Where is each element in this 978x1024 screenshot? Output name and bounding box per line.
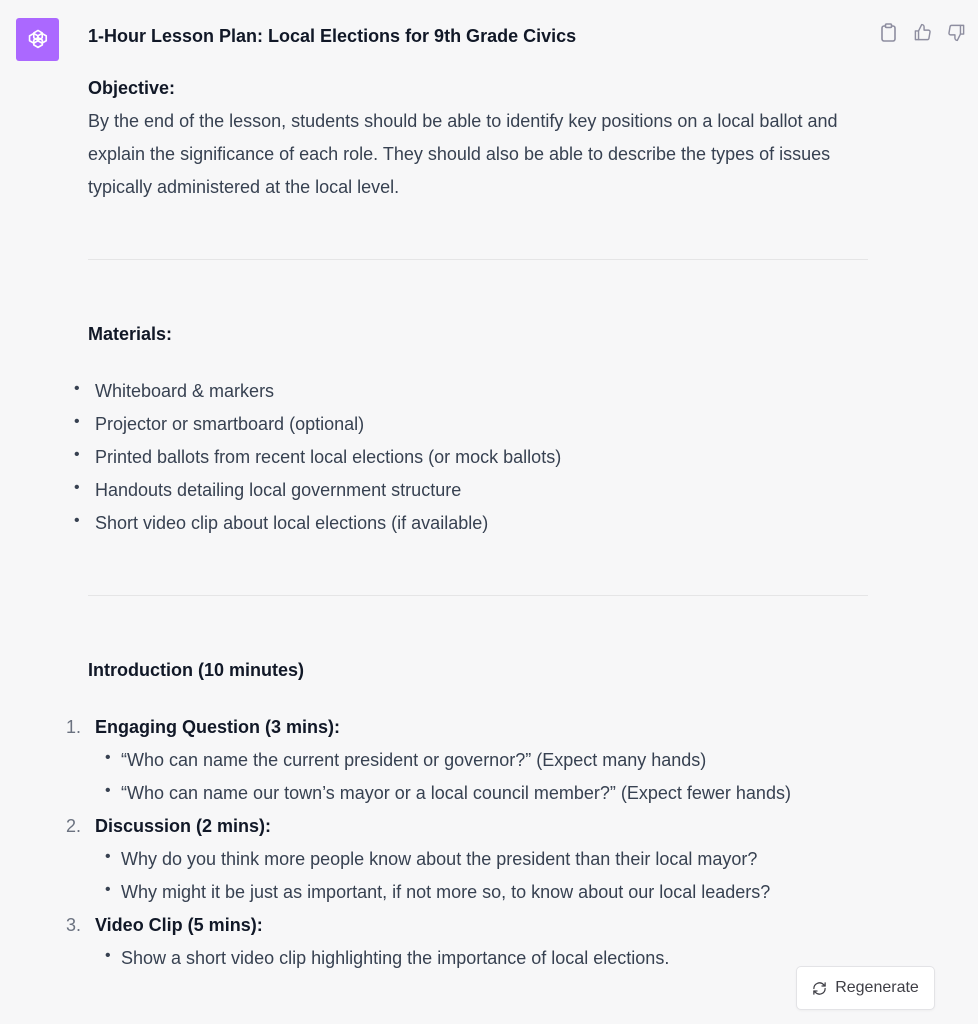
objective-heading: Objective: [88,78,176,98]
thumbs-up-icon[interactable] [912,22,932,42]
step-number: 2. [66,816,82,836]
step-title: Video Clip (5 mins): [95,915,263,935]
copy-icon[interactable] [878,22,898,42]
list-item: • “Who can name the current president or governor?” (Expect many hands) [121,744,868,777]
step-item [66,909,868,975]
introduction-steps [66,711,868,975]
list-item: • Whiteboard & markers [74,375,868,408]
step-title: Engaging Question (3 mins): [95,717,341,737]
message-actions [878,22,966,42]
step-item [66,711,868,810]
step-bullets [95,843,868,909]
list-item: • “Who can name our town’s mayor or a local council member?” (Expect fewer hands) [121,777,868,810]
step-title: Discussion (2 mins): [95,816,272,836]
thumbs-down-icon[interactable] [946,22,966,42]
step-number: 3. [66,915,82,935]
list-item: • Why do you think more people know about the president than their local mayor? [121,843,868,876]
step-number: 1. [66,717,82,737]
materials-list [74,375,868,540]
step-bullets [95,744,868,810]
regenerate-label: Regenerate [835,979,919,996]
objective-text: By the end of the lesson, students should be able to identify key positions on a local ballot and explain the significance of each role. They should also be able to describe the types of issues typically administered at the local level. [88,111,838,197]
list-item: • Handouts detailing local government structure [74,474,868,507]
list-item: • Why might it be just as important, if not more so, to know about our local leaders? [121,876,868,909]
list-item: • Printed ballots from recent local elections (or mock ballots) [74,441,868,474]
refresh-icon [812,981,827,996]
introduction-heading: Introduction (10 minutes) [88,660,304,680]
step-item [66,810,868,909]
divider [88,595,868,596]
assistant-avatar [16,18,59,61]
divider [88,259,868,260]
list-item: • Projector or smartboard (optional) [74,408,868,441]
openai-logo-icon [25,27,51,53]
step-bullets [95,942,868,975]
list-item: • Short video clip about local elections (if available) [74,507,868,540]
regenerate-button[interactable] [796,966,935,1010]
assistant-message [66,24,868,975]
list-item: • Show a short video clip highlighting the importance of local elections. [121,942,868,975]
lesson-title: 1-Hour Lesson Plan: Local Elections for 9th Grade Civics [88,26,577,46]
materials-heading: Materials: [88,324,173,344]
